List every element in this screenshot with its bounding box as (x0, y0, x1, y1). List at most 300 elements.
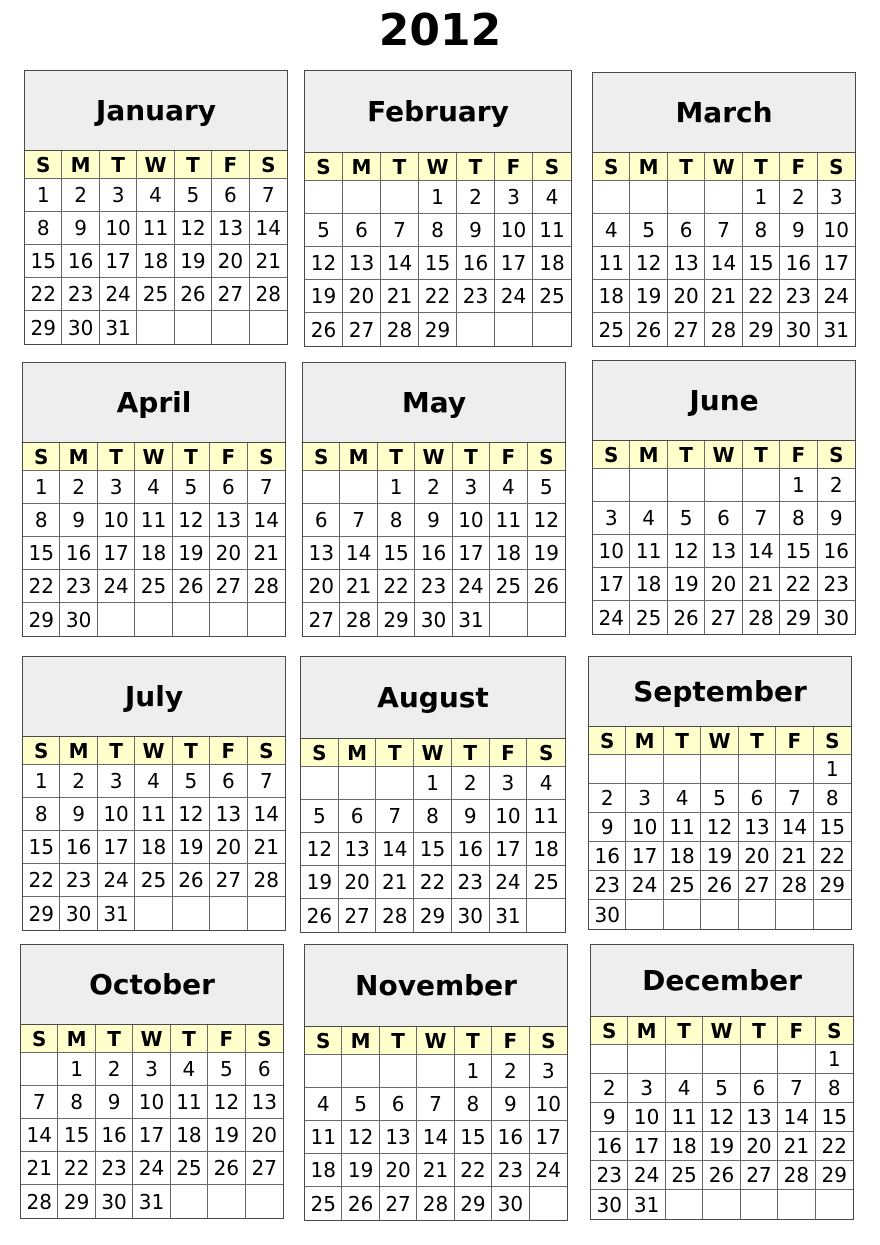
day-cell: 21 (381, 280, 419, 313)
empty-day-cell (628, 1045, 665, 1074)
day-cell: 17 (98, 537, 135, 570)
day-cell: 25 (135, 570, 172, 603)
day-cell: 30 (62, 311, 99, 344)
month-grid (305, 1027, 567, 1220)
day-cell: 9 (60, 504, 97, 537)
day-cell: 11 (533, 214, 571, 247)
day-cell: 23 (60, 570, 97, 603)
day-cell: 9 (60, 798, 97, 831)
day-cell: 7 (381, 214, 419, 247)
weekday-header: F (210, 443, 247, 471)
day-cell: 16 (457, 247, 495, 280)
day-cell: 2 (589, 784, 626, 813)
day-cell: 14 (21, 1119, 58, 1152)
weekday-header: F (780, 153, 817, 181)
day-cell: 8 (25, 212, 62, 245)
day-cell: 25 (666, 1161, 703, 1190)
day-cell: 1 (780, 469, 817, 502)
day-cell: 7 (743, 502, 780, 535)
day-cell: 20 (210, 831, 247, 864)
empty-day-cell (778, 1045, 815, 1074)
day-cell: 5 (630, 214, 667, 247)
day-cell: 29 (378, 603, 415, 636)
day-cell: 14 (743, 535, 780, 568)
day-cell: 14 (248, 798, 285, 831)
weekday-header: M (630, 441, 667, 469)
day-cell: 6 (343, 214, 381, 247)
weekday-header: F (492, 1027, 529, 1055)
day-cell: 21 (705, 280, 742, 313)
day-cell: 14 (381, 247, 419, 280)
day-cell: 18 (664, 842, 701, 871)
day-cell: 7 (250, 179, 287, 212)
day-cell: 6 (212, 179, 249, 212)
day-cell: 14 (340, 537, 377, 570)
day-cell: 20 (739, 842, 776, 871)
day-cell: 27 (303, 603, 340, 636)
day-cell: 26 (703, 1161, 740, 1190)
day-cell: 18 (490, 537, 527, 570)
day-cell: 30 (780, 313, 817, 346)
day-cell: 3 (593, 502, 630, 535)
day-cell: 6 (380, 1088, 417, 1121)
month-grid (25, 151, 287, 344)
day-cell: 27 (246, 1152, 283, 1185)
empty-day-cell (589, 755, 626, 784)
day-cell: 4 (664, 784, 701, 813)
day-cell: 24 (100, 278, 137, 311)
day-cell: 25 (527, 866, 565, 899)
day-cell: 5 (528, 471, 565, 504)
day-cell: 23 (492, 1154, 529, 1187)
weekday-header: T (175, 151, 212, 179)
day-cell: 24 (453, 570, 490, 603)
day-cell: 23 (96, 1152, 133, 1185)
weekday-header: F (208, 1025, 245, 1053)
day-cell: 5 (342, 1088, 379, 1121)
day-cell: 31 (98, 897, 135, 930)
empty-day-cell (343, 181, 381, 214)
day-cell: 16 (492, 1121, 529, 1154)
day-cell: 31 (100, 311, 137, 344)
weekday-header: S (250, 151, 287, 179)
month-october (20, 944, 284, 1219)
day-cell: 13 (210, 798, 247, 831)
empty-day-cell (630, 469, 667, 502)
day-cell: 16 (96, 1119, 133, 1152)
day-cell: 5 (173, 471, 210, 504)
year-title: 2012 (378, 5, 502, 56)
empty-day-cell (171, 1185, 208, 1218)
day-cell: 14 (776, 813, 813, 842)
empty-day-cell (626, 900, 663, 929)
day-cell: 9 (62, 212, 99, 245)
empty-day-cell (248, 603, 285, 636)
day-cell: 15 (378, 537, 415, 570)
day-cell: 4 (135, 765, 172, 798)
day-cell: 26 (342, 1187, 379, 1220)
empty-day-cell (381, 181, 419, 214)
day-cell: 10 (628, 1103, 665, 1132)
empty-day-cell (490, 603, 527, 636)
empty-day-cell (380, 1055, 417, 1088)
day-cell: 23 (818, 568, 855, 601)
day-cell: 1 (455, 1055, 492, 1088)
day-cell: 23 (415, 570, 452, 603)
empty-day-cell (743, 469, 780, 502)
weekday-header: T (380, 1027, 417, 1055)
day-cell: 21 (743, 568, 780, 601)
day-cell: 23 (591, 1161, 628, 1190)
day-cell: 20 (741, 1132, 778, 1161)
day-cell: 4 (490, 471, 527, 504)
day-cell: 23 (589, 871, 626, 900)
day-cell: 21 (340, 570, 377, 603)
day-cell: 19 (173, 831, 210, 864)
day-cell: 25 (630, 601, 667, 634)
empty-day-cell (533, 313, 571, 346)
day-cell: 6 (303, 504, 340, 537)
day-cell: 16 (415, 537, 452, 570)
weekday-header: S (305, 1027, 342, 1055)
weekday-header: S (533, 153, 571, 181)
day-cell: 15 (414, 833, 452, 866)
day-cell: 28 (248, 570, 285, 603)
day-cell: 12 (528, 504, 565, 537)
day-cell: 23 (452, 866, 490, 899)
day-cell: 7 (776, 784, 813, 813)
weekday-header: S (305, 153, 343, 181)
day-cell: 1 (419, 181, 457, 214)
empty-day-cell (342, 1055, 379, 1088)
day-cell: 3 (98, 471, 135, 504)
day-cell: 14 (705, 247, 742, 280)
day-cell: 28 (248, 864, 285, 897)
empty-day-cell (664, 900, 701, 929)
weekday-header: S (527, 739, 565, 767)
day-cell: 8 (23, 798, 60, 831)
empty-day-cell (739, 755, 776, 784)
day-cell: 19 (342, 1154, 379, 1187)
day-cell: 3 (453, 471, 490, 504)
day-cell: 24 (98, 570, 135, 603)
empty-day-cell (210, 897, 247, 930)
day-cell: 11 (305, 1121, 342, 1154)
month-title: June (593, 361, 855, 441)
day-cell: 11 (135, 798, 172, 831)
month-grid (21, 1025, 283, 1218)
day-cell: 28 (340, 603, 377, 636)
weekday-header: T (452, 739, 490, 767)
weekday-header: S (21, 1025, 58, 1053)
day-cell: 8 (455, 1088, 492, 1121)
day-cell: 5 (208, 1053, 245, 1086)
day-cell: 21 (376, 866, 414, 899)
weekday-header: S (591, 1017, 628, 1045)
day-cell: 4 (137, 179, 174, 212)
month-february (304, 70, 572, 347)
weekday-header: M (60, 737, 97, 765)
empty-day-cell (530, 1187, 567, 1220)
day-cell: 27 (339, 899, 377, 932)
day-cell: 4 (305, 1088, 342, 1121)
day-cell: 7 (376, 800, 414, 833)
day-cell: 15 (58, 1119, 95, 1152)
day-cell: 12 (701, 813, 738, 842)
weekday-header: M (343, 153, 381, 181)
day-cell: 17 (495, 247, 533, 280)
day-cell: 18 (533, 247, 571, 280)
day-cell: 7 (248, 471, 285, 504)
day-cell: 22 (743, 280, 780, 313)
empty-day-cell (778, 1190, 815, 1219)
day-cell: 20 (210, 537, 247, 570)
empty-day-cell (305, 181, 343, 214)
day-cell: 24 (490, 866, 528, 899)
weekday-header: F (776, 727, 813, 755)
empty-day-cell (816, 1190, 853, 1219)
day-cell: 13 (741, 1103, 778, 1132)
month-june (592, 360, 856, 635)
day-cell: 30 (415, 603, 452, 636)
day-cell: 22 (378, 570, 415, 603)
month-may (302, 362, 566, 637)
month-grid (593, 153, 855, 346)
day-cell: 30 (492, 1187, 529, 1220)
day-cell: 26 (301, 899, 339, 932)
day-cell: 20 (303, 570, 340, 603)
month-title: March (593, 73, 855, 153)
day-cell: 24 (98, 864, 135, 897)
day-cell: 25 (305, 1187, 342, 1220)
empty-day-cell (173, 897, 210, 930)
day-cell: 19 (301, 866, 339, 899)
day-cell: 20 (705, 568, 742, 601)
day-cell: 5 (703, 1074, 740, 1103)
day-cell: 1 (23, 471, 60, 504)
day-cell: 31 (490, 899, 528, 932)
day-cell: 3 (530, 1055, 567, 1088)
day-cell: 23 (62, 278, 99, 311)
month-november (304, 944, 568, 1221)
day-cell: 12 (630, 247, 667, 280)
day-cell: 29 (414, 899, 452, 932)
weekday-header: S (814, 727, 851, 755)
day-cell: 26 (208, 1152, 245, 1185)
day-cell: 24 (626, 871, 663, 900)
weekday-header: F (495, 153, 533, 181)
day-cell: 19 (701, 842, 738, 871)
day-cell: 2 (62, 179, 99, 212)
day-cell: 18 (171, 1119, 208, 1152)
day-cell: 31 (133, 1185, 170, 1218)
empty-day-cell (210, 603, 247, 636)
day-cell: 17 (490, 833, 528, 866)
empty-day-cell (703, 1190, 740, 1219)
day-cell: 17 (593, 568, 630, 601)
empty-day-cell (457, 313, 495, 346)
day-cell: 20 (339, 866, 377, 899)
day-cell: 19 (175, 245, 212, 278)
day-cell: 2 (780, 181, 817, 214)
day-cell: 30 (589, 900, 626, 929)
day-cell: 27 (705, 601, 742, 634)
day-cell: 3 (628, 1074, 665, 1103)
day-cell: 16 (60, 831, 97, 864)
day-cell: 19 (528, 537, 565, 570)
day-cell: 2 (60, 471, 97, 504)
day-cell: 9 (457, 214, 495, 247)
day-cell: 4 (135, 471, 172, 504)
day-cell: 29 (25, 311, 62, 344)
day-cell: 25 (171, 1152, 208, 1185)
day-cell: 17 (628, 1132, 665, 1161)
day-cell: 22 (419, 280, 457, 313)
day-cell: 30 (591, 1190, 628, 1219)
day-cell: 26 (175, 278, 212, 311)
empty-day-cell (528, 603, 565, 636)
day-cell: 5 (175, 179, 212, 212)
day-cell: 1 (378, 471, 415, 504)
day-cell: 1 (25, 179, 62, 212)
day-cell: 15 (816, 1103, 853, 1132)
day-cell: 22 (814, 842, 851, 871)
day-cell: 4 (527, 767, 565, 800)
empty-day-cell (208, 1185, 245, 1218)
day-cell: 26 (668, 601, 705, 634)
day-cell: 29 (816, 1161, 853, 1190)
day-cell: 22 (816, 1132, 853, 1161)
day-cell: 7 (417, 1088, 454, 1121)
day-cell: 22 (23, 570, 60, 603)
weekday-header: S (530, 1027, 567, 1055)
day-cell: 10 (530, 1088, 567, 1121)
day-cell: 25 (137, 278, 174, 311)
empty-day-cell (175, 311, 212, 344)
day-cell: 6 (668, 214, 705, 247)
empty-day-cell (495, 313, 533, 346)
weekday-header: S (23, 737, 60, 765)
day-cell: 26 (305, 313, 343, 346)
day-cell: 7 (340, 504, 377, 537)
month-title: January (25, 71, 287, 151)
weekday-header: M (339, 739, 377, 767)
day-cell: 4 (630, 502, 667, 535)
empty-day-cell (340, 471, 377, 504)
empty-day-cell (339, 767, 377, 800)
day-cell: 1 (816, 1045, 853, 1074)
day-cell: 24 (628, 1161, 665, 1190)
day-cell: 3 (626, 784, 663, 813)
day-cell: 15 (23, 831, 60, 864)
weekday-header: T (668, 441, 705, 469)
empty-day-cell (593, 469, 630, 502)
day-cell: 11 (593, 247, 630, 280)
weekday-header: T (743, 153, 780, 181)
day-cell: 1 (414, 767, 452, 800)
empty-day-cell (417, 1055, 454, 1088)
weekday-header: F (778, 1017, 815, 1045)
weekday-header: M (342, 1027, 379, 1055)
day-cell: 1 (58, 1053, 95, 1086)
day-cell: 3 (133, 1053, 170, 1086)
weekday-header: M (630, 153, 667, 181)
month-title: December (591, 945, 853, 1017)
day-cell: 14 (778, 1103, 815, 1132)
day-cell: 12 (173, 504, 210, 537)
empty-day-cell (303, 471, 340, 504)
weekday-header: W (701, 727, 738, 755)
empty-day-cell (305, 1055, 342, 1088)
day-cell: 4 (593, 214, 630, 247)
weekday-header: T (98, 737, 135, 765)
month-december (590, 944, 854, 1220)
day-cell: 3 (100, 179, 137, 212)
day-cell: 10 (626, 813, 663, 842)
weekday-header: S (248, 737, 285, 765)
day-cell: 10 (98, 798, 135, 831)
day-cell: 27 (210, 864, 247, 897)
weekday-header: F (780, 441, 817, 469)
day-cell: 29 (419, 313, 457, 346)
day-cell: 29 (814, 871, 851, 900)
weekday-header: S (593, 441, 630, 469)
empty-day-cell (137, 311, 174, 344)
day-cell: 29 (455, 1187, 492, 1220)
weekday-header: T (173, 443, 210, 471)
day-cell: 2 (492, 1055, 529, 1088)
empty-day-cell (741, 1190, 778, 1219)
day-cell: 16 (591, 1132, 628, 1161)
month-grid (23, 737, 285, 930)
weekday-header: F (210, 737, 247, 765)
day-cell: 18 (135, 537, 172, 570)
day-cell: 26 (630, 313, 667, 346)
day-cell: 12 (301, 833, 339, 866)
day-cell: 28 (21, 1185, 58, 1218)
empty-day-cell (666, 1190, 703, 1219)
day-cell: 6 (339, 800, 377, 833)
day-cell: 25 (593, 313, 630, 346)
month-july (22, 656, 286, 931)
month-grid (301, 739, 565, 932)
month-title: October (21, 945, 283, 1025)
empty-day-cell (666, 1045, 703, 1074)
empty-day-cell (591, 1045, 628, 1074)
day-cell: 17 (98, 831, 135, 864)
month-title: April (23, 363, 285, 443)
day-cell: 12 (175, 212, 212, 245)
day-cell: 20 (380, 1154, 417, 1187)
weekday-header: T (739, 727, 776, 755)
day-cell: 11 (137, 212, 174, 245)
day-cell: 4 (533, 181, 571, 214)
day-cell: 21 (248, 831, 285, 864)
day-cell: 3 (490, 767, 528, 800)
day-cell: 11 (135, 504, 172, 537)
day-cell: 18 (527, 833, 565, 866)
month-april (22, 362, 286, 637)
month-march (592, 72, 856, 347)
day-cell: 25 (664, 871, 701, 900)
day-cell: 31 (823, 317, 849, 342)
empty-day-cell (626, 755, 663, 784)
weekday-header: W (703, 1017, 740, 1045)
day-cell: 27 (668, 313, 705, 346)
day-cell: 31 (453, 603, 490, 636)
day-cell: 12 (342, 1121, 379, 1154)
day-cell: 18 (630, 568, 667, 601)
